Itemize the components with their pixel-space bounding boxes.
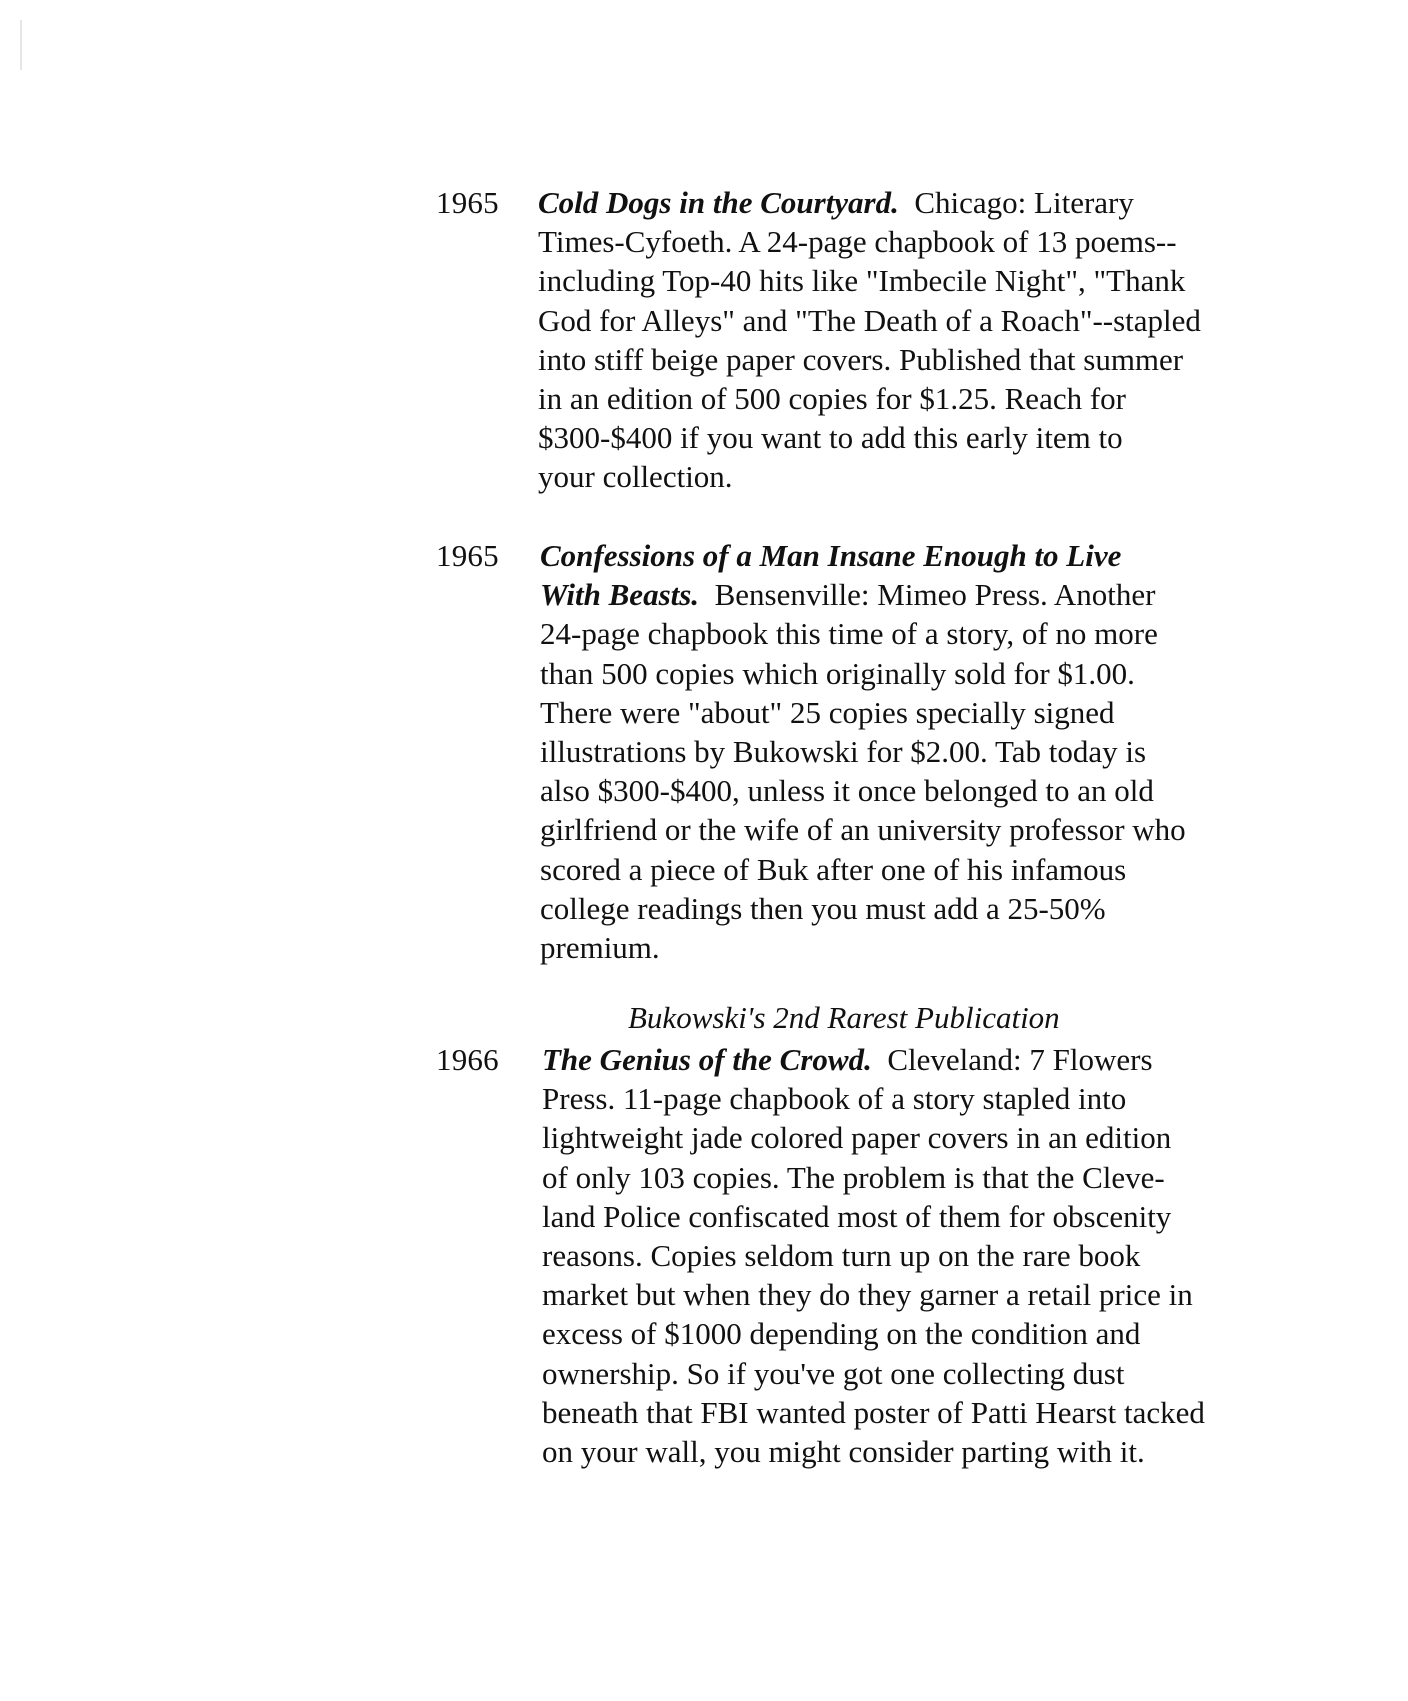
scan-margin-mark [20,20,22,70]
entry-title-continued: With Beasts. [540,577,700,613]
entry-text-line: including Top-40 hits like "Imbecile Night", "Thank [538,263,1186,299]
entry-text-line: your collection. [538,459,733,495]
entry-text-line: Times-Cyfoeth. A 24-page chapbook of 13 poems-- [538,224,1177,260]
entry-text-line: God for Alleys" and "The Death of a Roach"--stapled [538,302,1201,338]
entry-text-line: land Police confiscated most of them for obscenity [542,1198,1172,1234]
entry-year: 1966 [436,1042,499,1077]
entry-first-line [542,1040,1322,1079]
entry-body [538,183,1318,497]
entry-text-line: of only 103 copies. The problem is that the Cleve- [542,1159,1165,1195]
entry-text-line: Press. 11-page chapbook of a story stapled into [542,1081,1127,1117]
entry-text-line: in an edition of 500 copies for $1.25. Reach for [538,381,1126,417]
entry-text-line: premium. [540,930,660,966]
entry-text-line: illustrations by Bukowski for $2.00. Tab today is [540,734,1147,770]
entry-text-line: market but when they do they garner a retail price in [542,1277,1193,1313]
section-heading: Bukowski's 2nd Rarest Publication [628,1000,1060,1035]
entry-publisher: Bensenville: Mimeo Press. Another [714,577,1156,613]
entry-text-line: girlfriend or the wife of an university professor who [540,812,1186,848]
entry-title: The Genius of the Crowd. [542,1042,872,1077]
entry-publisher: Cleveland: 7 Flowers [887,1042,1153,1077]
entry-text-line: beneath that FBI wanted poster of Patti Hearst tacked [542,1394,1205,1430]
entry-title: Confessions of a Man Insane Enough to Live [540,538,1122,573]
entry-text-line: There were "about" 25 copies specially signed [540,694,1115,730]
entry-publisher: Chicago: Literary [914,185,1134,220]
entry-second-line [540,575,1320,614]
entry-text-line: college readings then you must add a 25-50% [540,890,1106,926]
entry-text-line: on your wall, you might consider parting with it. [542,1434,1145,1470]
entry-text-line: than 500 copies which originally sold for $1.00. [540,655,1135,691]
entry-text-line: reasons. Copies seldom turn up on the rare book [542,1238,1141,1274]
entry-text-line: 24-page chapbook this time of a story, of no more [540,616,1158,652]
entry-text-line: scored a piece of Buk after one of his infamous [540,851,1127,887]
entry-year: 1965 [436,538,499,573]
entry-title: Cold Dogs in the Courtyard. [538,185,899,220]
entry-text-line: $300-$400 if you want to add this early item to [538,420,1123,456]
entry-text-line: excess of $1000 depending on the condition and [542,1316,1141,1352]
entry-text-line: into stiff beige paper covers. Published that summer [538,341,1184,377]
entry-text-line: also $300-$400, unless it once belonged to an old [540,773,1154,809]
entry-text-line: lightweight jade colored paper covers in an edition [542,1120,1172,1156]
entry-body [542,1040,1322,1471]
entry-year: 1965 [436,185,499,220]
entry-body [540,536,1320,967]
entry-text-line: ownership. So if you've got one collecting dust [542,1355,1125,1391]
entry-first-line [538,183,1318,222]
